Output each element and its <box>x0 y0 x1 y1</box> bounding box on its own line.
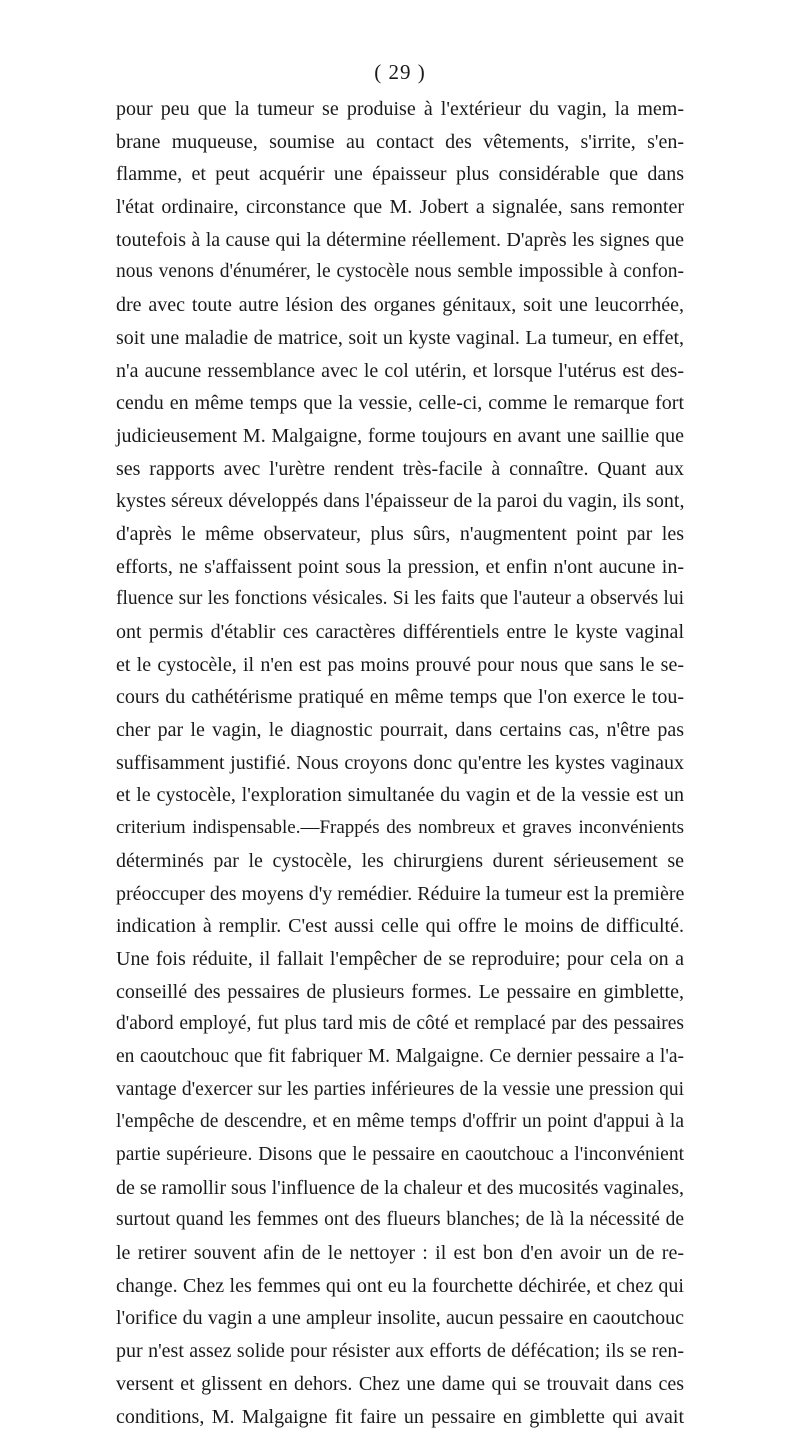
text-line: n'a aucune ressemblance avec le col utérin, et lorsque l'utérus est des- <box>116 355 684 388</box>
text-line: efforts, ne s'affaissent point sous la pression, et enfin n'ont aucune in- <box>116 551 684 584</box>
text-line: conseillé des pessaires de plusieurs formes. Le pessaire en gimblette, <box>116 976 684 1009</box>
text-line: en caoutchouc que fit fabriquer M. Malgaigne. Ce dernier pessaire a l'a- <box>116 1041 684 1074</box>
text-line: et le cystocèle, il n'en est pas moins prouvé pour nous que sans le se- <box>116 649 684 682</box>
text-line: conditions, M. Malgaigne fit faire un pessaire en gimblette qui avait <box>116 1401 684 1433</box>
text-line: préoccuper des moyens d'y remédier. Réduire la tumeur est la première <box>116 878 684 911</box>
text-line: nous venons d'énumérer, le cystocèle nous semble impossible à confon- <box>116 256 684 289</box>
text-line: cours du cathétérisme pratiqué en même temps que l'on exerce le tou- <box>116 681 684 714</box>
text-line: surtout quand les femmes ont des flueurs blanches; de là la nécessité de <box>116 1204 684 1237</box>
text-line: pur n'est assez solide pour résister aux efforts de défécation; ils se ren- <box>116 1335 684 1368</box>
text-line: d'après le même observateur, plus sûrs, n'augmentent point par les <box>116 518 684 551</box>
text-line: toutefois à la cause qui la détermine réellement. D'après les signes que <box>116 224 684 257</box>
text-line: dre avec toute autre lésion des organes génitaux, soit une leucorrhée, <box>116 289 684 322</box>
text-line: kystes séreux développés dans l'épaisseur de la paroi du vagin, ils sont, <box>116 485 684 518</box>
text-line: l'état ordinaire, circonstance que M. Jobert a signalée, sans remonter <box>116 191 684 224</box>
text-line: déterminés par le cystocèle, les chirurgiens durent sérieusement se <box>116 845 684 878</box>
text-line: cher par le vagin, le diagnostic pourrait, dans certains cas, n'être pas <box>116 714 684 747</box>
text-line: partie supérieure. Disons que le pessaire en caoutchouc a l'inconvénient <box>116 1139 684 1172</box>
body-text <box>116 93 684 1433</box>
text-line: versent et glissent en dehors. Chez une dame qui se trouvait dans ces <box>116 1368 684 1401</box>
text-line: indication à remplir. C'est aussi celle qui offre le moins de difficulté. <box>116 910 684 943</box>
text-line: pour peu que la tumeur se produise à l'extérieur du vagin, la mem- <box>116 93 684 126</box>
text-line: vantage d'exercer sur les parties inférieures de la vessie une pression qui <box>116 1074 684 1107</box>
text-line: change. Chez les femmes qui ont eu la fourchette déchirée, et chez qui <box>116 1270 684 1303</box>
text-line: Une fois réduite, il fallait l'empêcher de se reproduire; pour cela on a <box>116 943 684 976</box>
text-line: ont permis d'établir ces caractères différentiels entre le kyste vaginal <box>116 616 684 649</box>
text-line: fluence sur les fonctions vésicales. Si les faits que l'auteur a observés lui <box>116 583 684 616</box>
page-number: ( 29 ) <box>0 60 800 85</box>
text-line: le retirer souvent afin de le nettoyer : il est bon d'en avoir un de re- <box>116 1237 684 1270</box>
text-line: cendu en même temps que la vessie, celle-ci, comme le remarque fort <box>116 387 684 420</box>
text-line: soit une maladie de matrice, soit un kyste vaginal. La tumeur, en effet, <box>116 322 684 355</box>
text-line: criterium indispensable.—Frappés des nombreux et graves inconvénients <box>116 812 684 845</box>
text-line: l'orifice du vagin a une ampleur insolite, aucun pessaire en caoutchouc <box>116 1302 684 1335</box>
text-line: et le cystocèle, l'exploration simultanée du vagin et de la vessie est un <box>116 779 684 812</box>
text-line: brane muqueuse, soumise au contact des vêtements, s'irrite, s'en- <box>116 126 684 159</box>
text-line: judicieusement M. Malgaigne, forme toujours en avant une saillie que <box>116 420 684 453</box>
text-line: suffisamment justifié. Nous croyons donc qu'entre les kystes vaginaux <box>116 747 684 780</box>
text-line: l'empêche de descendre, et en même temps d'offrir un point d'appui à la <box>116 1106 684 1139</box>
text-line: d'abord employé, fut plus tard mis de côté et remplacé par des pessaires <box>116 1008 684 1041</box>
text-line: ses rapports avec l'urètre rendent très-facile à connaître. Quant aux <box>116 453 684 486</box>
text-line: flamme, et peut acquérir une épaisseur plus considérable que dans <box>116 158 684 191</box>
text-line: de se ramollir sous l'influence de la chaleur et des mucosités vaginales, <box>116 1172 684 1205</box>
